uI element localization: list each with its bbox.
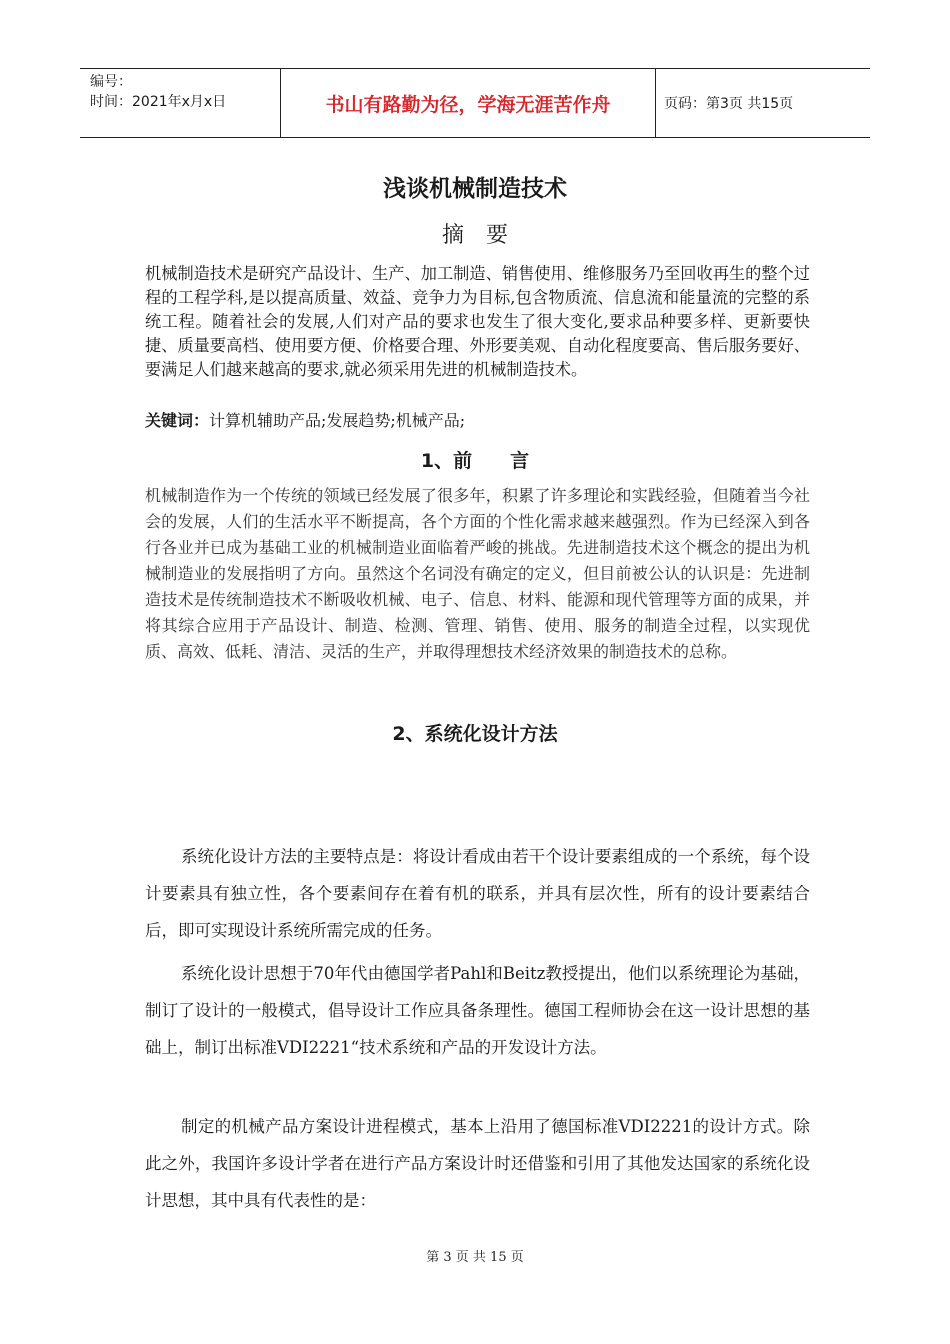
section1-text: 机械制造作为一个传统的领域已经发展了很多年，积累了许多理论和实践经验，但随着当今社会的发展，人们的生活水平不断提高，各个方面的个性化需求越来越强烈。作为已经深入到各行各业并已成为基础工业的机械制造业面临着严峻的挑战。先进制造技术这个概念的提出为机械制造业的发展指明了方向。虽然这个名词没有确定的定义，但目前被公认的认识是：先进制造技术是传统制造技术不断吸收机械、电子、信息、材料、能源和现代管理等方面的成果，并将其综合应用于产品设计、制造、检测、管理、销售、使用、服务的制造全过程，以实现优质、高效、低耗、清洁、灵活的生产，并取得理想技术经济效果的制造技术的总称。 [145, 486, 810, 661]
abstract-heading: 摘要 [441, 223, 530, 248]
keywords-value: 计算机辅助产品;发展趋势;机械产品; [209, 411, 466, 430]
header-meta [80, 69, 280, 137]
section2-heading: 2、系统化设计方法 [392, 723, 558, 745]
header-page-info: 页码：第3页 共15页 [664, 96, 794, 112]
body-paragraph-1: 系统化设计方法的主要特点是：将设计看成由若干个设计要素组成的一个系统，每个设计要素具有独立性，各个要素间存在着有机的联系，并具有层次性，所有的设计要素结合后，即可实现设计系统所需完成的任务。 [145, 847, 810, 940]
number-label: 编号： [90, 74, 132, 90]
keywords-line [145, 409, 465, 433]
body-paragraph-3: 制定的机械产品方案设计进程模式，基本上沿用了德国标准VDI2221的设计方式。除此之外，我国许多设计学者在进行产品方案设计时还借鉴和引用了其他发达国家的系统化设计思想，其中具有代表性的是： [145, 1117, 810, 1210]
page-footer: 第 3 页 共 15 页 [426, 1250, 524, 1265]
page-header [80, 68, 870, 138]
keywords-label: 关键词： [145, 411, 210, 430]
document-title: 浅谈机械制造技术 [383, 176, 567, 202]
abstract-text: 机械制造技术是研究产品设计、生产、加工制造、销售使用、维修服务乃至回收再生的整个过程的工程学科,是以提高质量、效益、竞争力为目标,包含物质流、信息流和能量流的完整的系统工程。随着社会的发展,人们对产品的要求也发生了很大变化,要求品种要多样、更新要快捷、质量要高档、使用要方便、价格要合理、外形要美观、自动化程度要高、售后服务要好、要满足人们越来越高的要求,就必须采用先进的机械制造技术。 [145, 264, 810, 379]
body-paragraph-2: 系统化设计思想于70年代由德国学者Pahl和Beitz教授提出，他们以系统理论为基础，制订了设计的一般模式，倡导设计工作应具备条理性。德国工程师协会在这一设计思想的基础上，制订出标准VDI2221“技术系统和产品的开发设计方法。 [145, 964, 810, 1057]
header-motto: 书山有路勤为径，学海无涯苦作舟 [280, 69, 656, 137]
section1-heading: 1、前 言 [420, 450, 530, 472]
date-label: 时间：2021年x月x日 [90, 94, 227, 110]
